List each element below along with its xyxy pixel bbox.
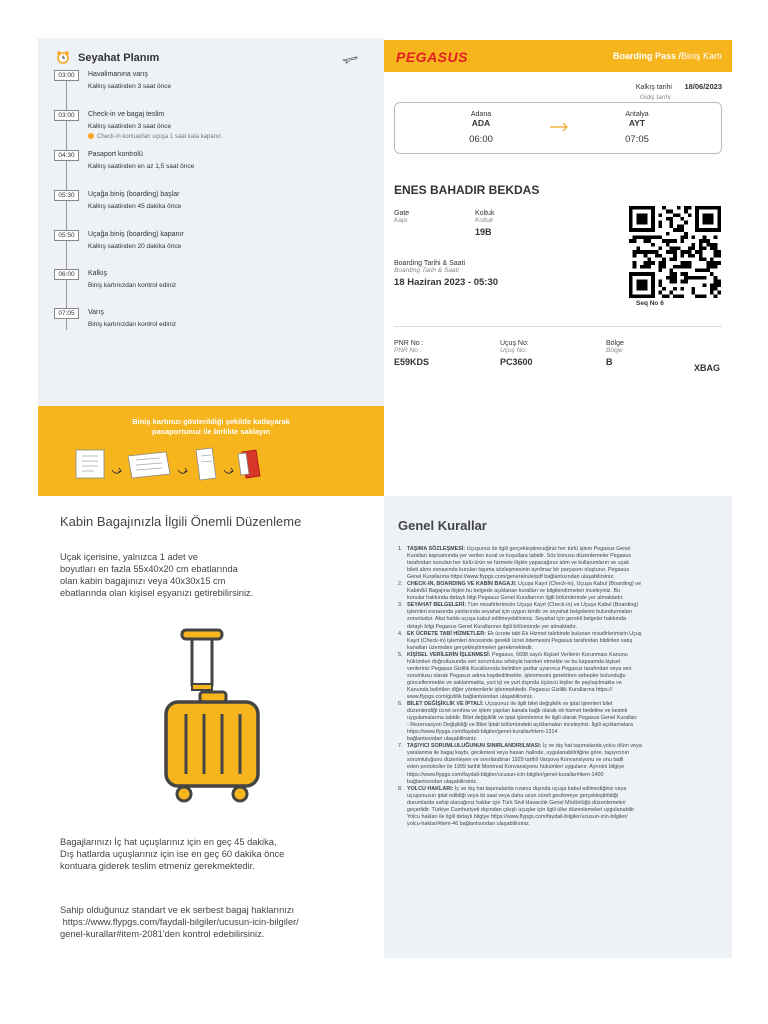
boarding-pass [384, 38, 732, 496]
general-rules-panel [384, 496, 732, 958]
step-time: 03:00 [54, 110, 79, 121]
folded-paper-icon [76, 450, 104, 478]
general-rules-title: Genel Kurallar [398, 518, 487, 533]
step-detail: Kalkış saatinden 45 dakika önce [88, 203, 182, 210]
step-time: 06:00 [54, 269, 79, 280]
boarding-pass-title: Boarding Pass /Biniş Kartı [612, 51, 722, 61]
step-title: Uçağa biniş (boarding) başlar [88, 191, 180, 198]
boarding-datetime-field: Boarding Tarihi & Saati Boarding Tarih & Saati 18 Haziran 2023 - 05:30 [394, 260, 499, 288]
boarding-pass-header [384, 40, 732, 72]
folding-steps-illustration [74, 444, 274, 484]
folded-paper-icon [196, 448, 216, 480]
zone-field: Bölge Bölge B [606, 340, 624, 367]
step-time: 05:50 [54, 230, 79, 241]
sequence-number: Seq No 6 [636, 300, 664, 307]
step-title: Uçağa biniş (boarding) kapanır [88, 231, 184, 238]
flight-number-field: Uçuş No: Uçuş No: PC3600 [500, 340, 533, 367]
step-detail: Biniş kartınızdan kontrol ediniz [88, 321, 177, 328]
suitcase-icon [162, 624, 262, 806]
rules-list [394, 546, 722, 828]
baggage-code: XBAG [694, 363, 721, 373]
arrow-right-icon [549, 122, 569, 132]
fold-instructions-banner [38, 406, 384, 496]
step-detail: Kalkış saatinden 20 dakika önce [88, 243, 182, 250]
step-time: 03:00 [54, 70, 79, 81]
travel-plan-panel [38, 38, 384, 406]
baggage-rights-paragraph: Sahip olduğunuz standart ve ek serbest bagaj haklarınızı https://www.flypgs.com/faydali-bilgiler/ucusun-icin-bilgiler/ genel-kurallar#item-2081'den kontrol edebilirsiniz. [60, 905, 299, 939]
rule-item: 8. YOLCU HAKLARI: İç ve dış hat taşımalarda rızanız dışında uçuşa kabul edilmediğiniz veya uçuşunuzun iptal edildiği veya iki saat veya daha uzun süreli gecikmeye gerçekleştirildiği durumlarda sahip olacağınız haklar için Türk Sivil Havacılık Genel Müdürlüğü düzenlemeleri geçerlidir. Türkiye Cumhuriyeti dışından çıkışlı uçuşlar için ilgili ülke düzenlemeleri uygulanabilir. Yolcu hakları ile ilgili detaylı bilgiye https://www.flypgs.com/faydali-bilgiler/ucusun-icin-bilgiler/ yolcu-haklari#item-46 bağlantısından ulaşabilirsiniz. [398, 785, 636, 827]
rule-item: 3. SEYAHAT BELGELERİ: Tüm misafirlerimizin Uçuşa Kayıt (Check-in) ve Uçuşa Kabul (Boarding) işlemleri esnasında yanlarında seyahat için uygun kimlik ve seyahat belgelerini bulundurmaları zorunludur. Aksi halde uçuşa kabul edilmeyebilirsiniz. Seyahat için gerekli belgeler hakkında detaylı bilgi Pegasus Genel Kurallarının ilgili bölümünde yer almaktadır. [398, 602, 639, 630]
step-time: 07:05 [54, 308, 79, 319]
info-dot-icon [88, 133, 94, 139]
rule-item: 5. KİŞİSEL VERİLERİN İŞLENMESİ: Pegasus, 6698 sayılı Kişisel Verilerin Korunması Kanunu hükümleri doğrultusunda veri sorumlusu sıfatıyla hareket etmekte ve bu kapsamda kişisel verileriniz Pegasus Gizlilik Kurallarında belirtilen şartlar uyarınca Pegasus tarafından veya veri sorumlusu olarak Pegasus adına kaydedilmekte, işlenmesini gerektiren sebepler bulunduğu güncellenmekte ve saklanmakta, yurt içi ve yurt dışında üçüncü kişiler ile paylaşılmakta ve Kanunda belirtilen diğer yöntemlerle işlenmektedir. Pegasus Gizlilik Kurallarına https:// www.flypgs.com/gizlilik bağlantısından ulaşabilirsiniz. [398, 651, 632, 700]
step-title: Varış [88, 309, 104, 316]
step-time: 05:30 [54, 190, 79, 201]
step-detail: Kalkış saatinden 3 saat önce [88, 123, 172, 130]
step-title: Check-in ve bagaj teslim [88, 111, 165, 118]
step-note: Check-in kontuarları uçuşa 1 saat kala kapanır. [88, 133, 222, 141]
fold-instructions-text: Biniş kartınızı gösterildiği şekilde katlayarak pasaportunuz ile birlikte saklayın [132, 417, 290, 436]
seat-field: Koltuk Koltuk 19B [475, 210, 495, 237]
cabin-baggage-title: Kabin Bagajınızla İlgili Önemli Düzenleme [60, 514, 302, 529]
rule-item: 6. BİLET DEĞİŞİKLİK VE İPTALİ: Uçuşunuz ile ilgili bilet değişiklik ve iptal işlemleri bilet düzenlendiği ücret sınıfına ve işlem yapılan kanala bağlı olarak ek hizmet bedeline ve kesinti uygulamalarına tabidir. Bilet değişiklik ve iptal işlemleriniz ile ilgili olarak Pegasus Genel Kuralları - Rezervasyon Değişikliği ve Bilet İptali bölümündeki açıklamaları inceleyiniz. İlgili açıklamalara https://www.flypgs.com/faydali-bilgiler/genel-kurallar#item-1314 bağlantısından ulaşabilirsiniz. [398, 701, 637, 743]
cabin-baggage-panel [38, 496, 384, 958]
step-title: Pasaport kontrolü [88, 151, 143, 158]
departure-date: Kalkış tarihi 18/06/2023 Gidiş tarihi [635, 82, 722, 101]
rule-item: 1. TAŞIMA SÖZLEŞMESİ: Uçuşunuz ile ilgili gerçekleştireceğiniz her türlü işlem Pegasus Genel Kuralları kapsamında yer verilen kural ve koşullara tabidir. Söz konusu düzenlemeler Pegasus tarafından sunulan her türlü ürün ve hizmete ilişkin yapacağınız alım ve kullanımların ve uçak bileti alımı esnasında kurulan taşıma sözleşmesinin ayrılmaz bir parçasını oluşturur. Pegasus Genel Kurallarına https://www.flypgs.com/generalrule/pdf bağlantısından ulaşabilirsiniz. [398, 546, 632, 581]
gate-field: Gate Kapı [394, 210, 410, 224]
origin: Adana ADA 06:00 [469, 111, 493, 145]
divider [394, 326, 722, 327]
travel-plan-title: Seyahat Planım [78, 52, 160, 64]
step-detail: Kalkış saatinden en az 1,5 saat önce [88, 163, 195, 170]
destination: Antalya AYT 07:05 [625, 111, 649, 145]
alarm-clock-icon [56, 50, 70, 64]
rule-item: 4. EK ÜCRETE TABİ HİZMETLER: Ek ücrete tabi Ek Hizmet talebinde bulunan misafirlerimizin Uçuş Kayıt (Check-in) işlemleri öncesinde gerekli ücret ödemesini Pegasus tarafından bildirilen satış kanalları üzerinden gerçekleştirmeleri gerekmektedir. [398, 630, 642, 651]
rule-item: 2. CHECK-IN, BOARDING VE KABİN BAGAJI: Uçuşa Kayıt (Check-in), Uçuşa Kabul (Boarding) ve Kabin/El Bagajına ilişkin bu belgede açıklanan kuralları ve bilgilendirmeleri inceleyiniz. Bu konular hakkında detaylı bilgi Pegasus Genel Kurallarının ilgili bölümlerinde yer almaktadır. [398, 581, 641, 602]
step-detail: Biniş kartınızdan kontrol ediniz [88, 282, 177, 289]
cabin-size-paragraph: Uçak içerisine, yalnızca 1 adet ve boyutları en fazla 55x40x20 cm ebatlarında olan kabin bagajınızı veya 40x30x15 cm ebatlarında olan kişisel eşyanızı getirebilirsiniz. [60, 552, 254, 598]
route-box [394, 102, 722, 154]
airplane-icon [342, 54, 358, 64]
qr-code [626, 206, 724, 298]
pegasus-logo: PEGASUS [396, 49, 468, 65]
step-time: 04:30 [54, 150, 79, 161]
step-title: Havalimanına varış [88, 71, 148, 78]
step-title: Kalkış [88, 270, 108, 277]
step-detail: Kalkış saatinden 3 saat önce [88, 83, 172, 90]
baggage-deadline-paragraph: Bagajlarınızı İç hat uçuşlarınız için en geç 45 dakika, Dış hatlarda uçuşlarınız için ise en geç 60 dakika önce kontuara giderek teslim etmeniz gerekmektedir. [60, 837, 285, 871]
passport-icon [238, 450, 260, 478]
pnr-field: PNR No : PNR No : E59KDS [394, 340, 430, 367]
passenger-name: ENES BAHADIR BEKDAS [394, 183, 540, 197]
rule-item: 7. TAŞIYICI SORUMLULUĞUNUN SINIRLANDIRILMASI: İç ve dış hat taşımalarda yolcu ölüm veya yaralanma ile bagaj kaybı, gecikmesi veya hasarı halinde, uygulanabilirliğine göre, taşıyıcının sorumluluğunu düzenleyen ve sınırlandıran 1929 tarihli Varşova Konvansiyonu ve onu tadil eden protokoller ile 1999 tarihli Montreal Konvansiyonu hükümleri uygulanır. Ayrıntılı bilgiye https://www.flypgs.com/faydali-bilgiler/ucusun-icin-bilgiler/genel-kurallar#item-1400 bağlantısından ulaşabilirsiniz. [398, 743, 642, 785]
folded-paper-icon [128, 452, 170, 478]
